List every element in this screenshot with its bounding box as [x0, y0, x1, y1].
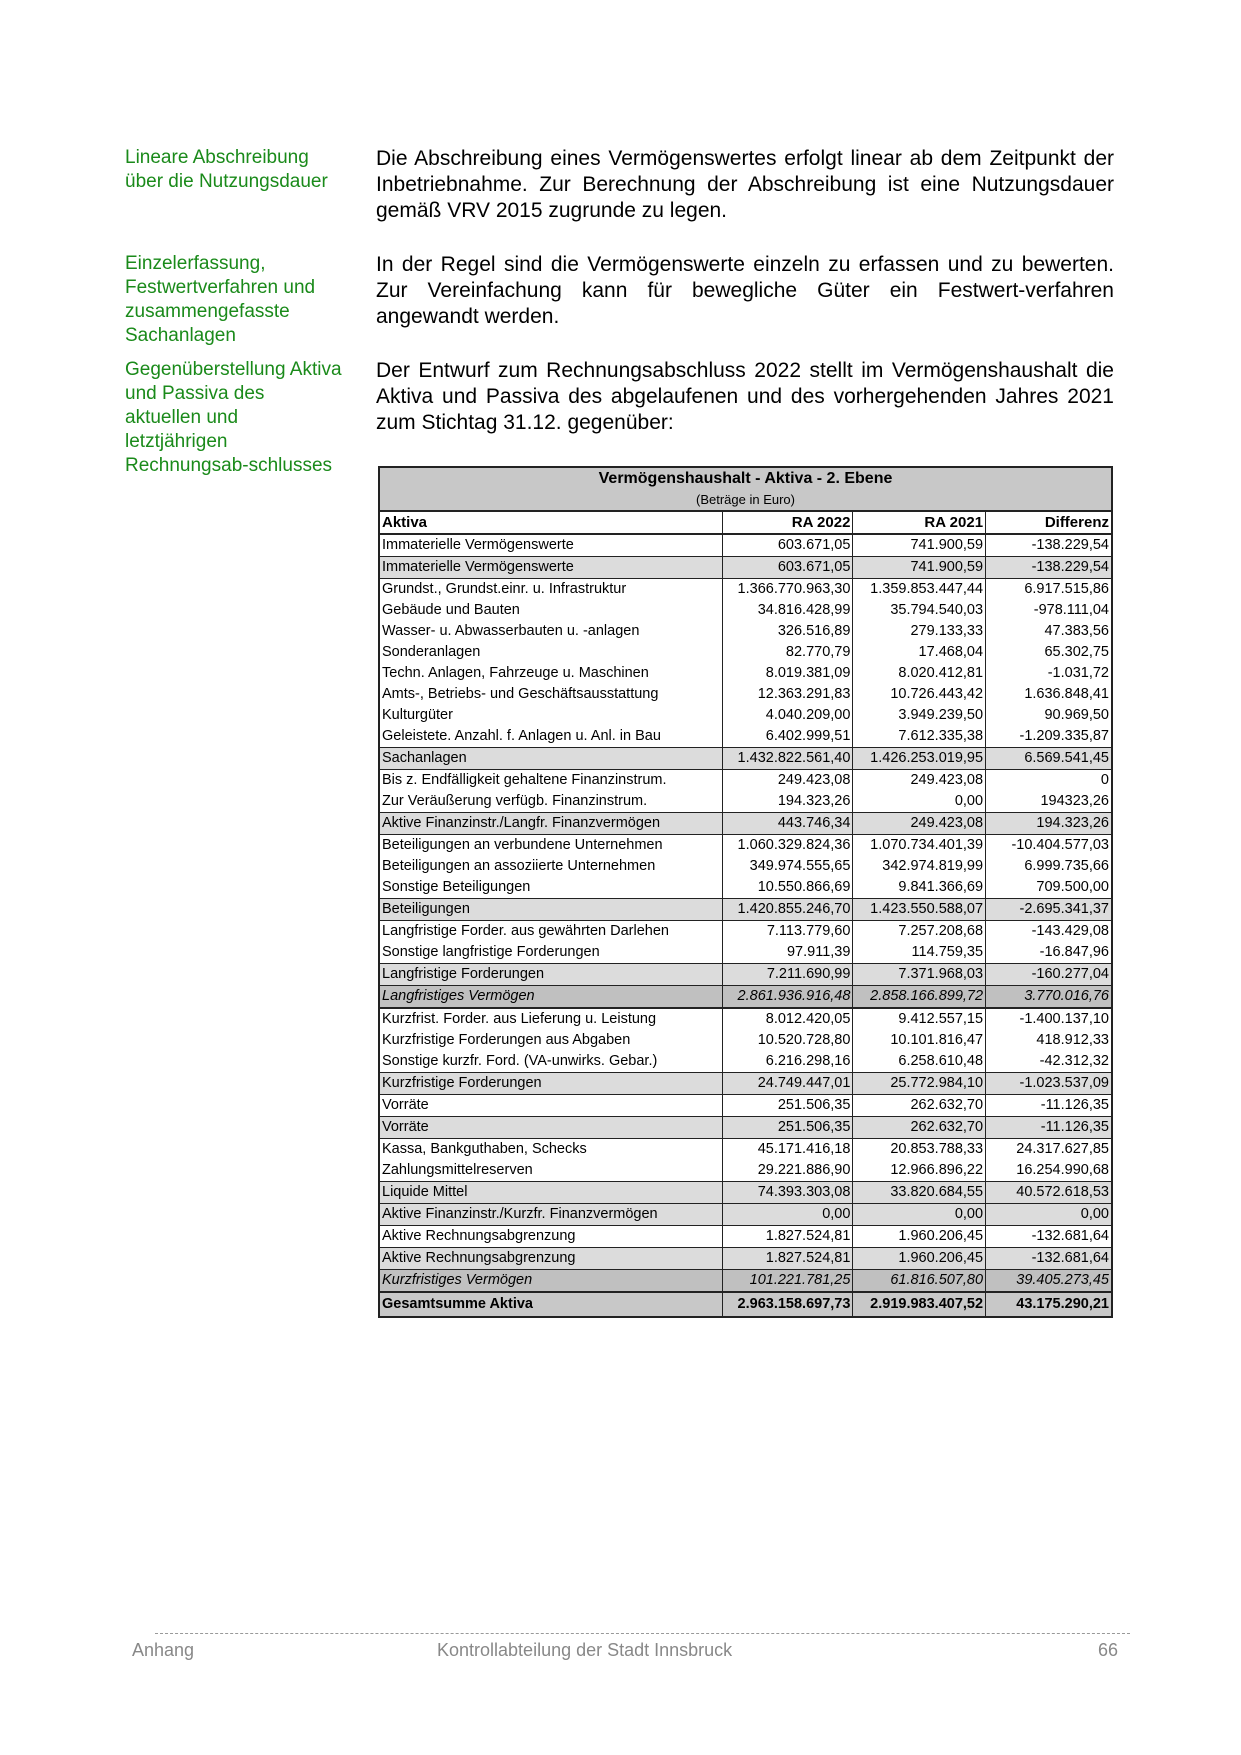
paragraph-valuation: In der Regel sind die Vermögenswerte einzeln zu erfassen und zu bewerten. Zur Vereinfachung kann für bewegliche Güter ein Festwert-verfahren angewandt werden. — [376, 253, 1114, 328]
row-label: Kurzfrist. Forder. aus Lieferung u. Leistung — [379, 1008, 722, 1030]
footer-organization: Kontrollabteilung der Stadt Innsbruck — [437, 1640, 733, 1660]
value-differenz: 16.254.990,68 — [986, 1160, 1112, 1182]
value-ra2021: 1.426.253.019,95 — [853, 748, 986, 770]
value-differenz: 709.500,00 — [986, 877, 1112, 899]
value-ra2022: 443.746,34 — [722, 813, 853, 835]
value-ra2021: 8.020.412,81 — [853, 663, 986, 684]
value-ra2021: 20.853.788,33 — [853, 1139, 986, 1161]
value-ra2021: 741.900,59 — [853, 557, 986, 579]
value-ra2021: 7.612.335,38 — [853, 726, 986, 748]
value-ra2022: 2.861.936.916,48 — [722, 986, 853, 1009]
value-ra2022: 7.113.779,60 — [722, 921, 853, 943]
row-label: Techn. Anlagen, Fahrzeuge u. Maschinen — [382, 665, 649, 681]
table-row — [379, 1008, 1112, 1030]
value-ra2022: 1.366.770.963,30 — [722, 579, 853, 601]
value-ra2021: 10.726.443,42 — [853, 684, 986, 705]
value-ra2021: 1.960.206,45 — [853, 1248, 986, 1270]
value-ra2022: 603.671,05 — [722, 534, 853, 557]
value-ra2021: 12.966.896,22 — [853, 1160, 986, 1182]
table-row — [379, 1292, 1112, 1317]
table-row — [379, 663, 1112, 684]
aktiva-table — [378, 466, 1113, 1318]
paragraph-comparison: Der Entwurf zum Rechnungsabschluss 2022 stellt im Vermögenshaushalt die Aktiva und Passiva des abgelaufenen und des vorhergehenden Jahres 2021 zum Stichtag 31.12. gegenüber: — [376, 359, 1114, 434]
value-ra2022: 97.911,39 — [722, 942, 853, 964]
table-row — [379, 748, 1112, 770]
row-label: Kurzfristige Forderungen — [379, 1073, 722, 1095]
row-label: Sonstige Beteiligungen — [382, 879, 531, 895]
table-row — [379, 600, 1112, 621]
value-ra2022: 603.671,05 — [722, 557, 853, 579]
value-differenz: 6.569.541,45 — [986, 748, 1112, 770]
value-ra2022: 34.816.428,99 — [722, 600, 853, 621]
value-differenz: 3.770.016,76 — [986, 986, 1112, 1009]
value-ra2021: 342.974.819,99 — [853, 856, 986, 877]
table-row — [379, 964, 1112, 986]
value-differenz: -138.229,54 — [986, 557, 1112, 579]
value-ra2022: 194.323,26 — [722, 791, 853, 813]
table-row — [379, 621, 1112, 642]
value-differenz: -11.126,35 — [986, 1095, 1112, 1117]
footer-divider — [155, 1633, 1130, 1634]
row-label: Aktive Rechnungsabgrenzung — [379, 1226, 722, 1248]
value-ra2021: 1.423.550.588,07 — [853, 899, 986, 921]
value-ra2022: 251.506,35 — [722, 1117, 853, 1139]
table-row — [379, 1248, 1112, 1270]
row-label: Langfristige Forder. aus gewährten Darlehen — [379, 921, 722, 943]
value-differenz: 194323,26 — [986, 791, 1112, 813]
row-label: Grundst., Grundst.einr. u. Infrastruktur — [379, 579, 722, 601]
row-label: Zur Veräußerung verfügb. Finanzinstrum. — [382, 793, 648, 809]
column-header-ra2022: RA 2022 — [722, 511, 853, 534]
value-differenz: -2.695.341,37 — [986, 899, 1112, 921]
value-ra2021: 1.070.734.401,39 — [853, 835, 986, 857]
value-differenz: -16.847,96 — [986, 942, 1112, 964]
table-row — [379, 899, 1112, 921]
value-ra2022: 4.040.209,00 — [722, 705, 853, 726]
table-row — [379, 1117, 1112, 1139]
table-row — [379, 1182, 1112, 1204]
table-row — [379, 986, 1112, 1009]
value-ra2021: 249.423,08 — [853, 770, 986, 792]
table-row — [379, 921, 1112, 943]
value-differenz: -160.277,04 — [986, 964, 1112, 986]
value-ra2022: 326.516,89 — [722, 621, 853, 642]
value-differenz: -978.111,04 — [986, 600, 1112, 621]
table-row — [379, 1051, 1112, 1073]
row-label: Amts-, Betriebs- und Geschäftsausstattung — [382, 686, 659, 702]
value-ra2022: 74.393.303,08 — [722, 1182, 853, 1204]
value-differenz: -42.312,32 — [986, 1051, 1112, 1073]
row-label: Kurzfristiges Vermögen — [379, 1270, 722, 1293]
row-label: Aktive Finanzinstr./Langfr. Finanzvermögen — [379, 813, 722, 835]
table-row — [379, 770, 1112, 792]
row-label: Liquide Mittel — [379, 1182, 722, 1204]
row-label: Wasser- u. Abwasserbauten u. -anlagen — [382, 623, 640, 639]
value-ra2022: 8.019.381,09 — [722, 663, 853, 684]
value-differenz: 6.999.735,66 — [986, 856, 1112, 877]
table-row — [379, 579, 1112, 601]
row-label: Vorräte — [379, 1095, 722, 1117]
value-ra2022: 82.770,79 — [722, 642, 853, 663]
value-differenz: -1.400.137,10 — [986, 1008, 1112, 1030]
value-ra2022: 101.221.781,25 — [722, 1270, 853, 1293]
value-differenz: 1.636.848,41 — [986, 684, 1112, 705]
table-row — [379, 534, 1112, 557]
table-row — [379, 1270, 1112, 1293]
row-label: Bis z. Endfälligkeit gehaltene Finanzinstrum. — [379, 770, 722, 792]
paragraph-depreciation: Die Abschreibung eines Vermögenswertes erfolgt linear ab dem Zeitpunkt der Inbetriebnahme. Zur Berechnung der Abschreibung ist eine Nutzungsdauer gemäß VRV 2015 zugrunde zu legen. — [376, 147, 1114, 222]
table-row — [379, 684, 1112, 705]
value-ra2021: 249.423,08 — [853, 813, 986, 835]
table-row — [379, 877, 1112, 899]
table-subtitle: (Beträge in Euro) — [379, 489, 1112, 511]
value-differenz: 40.572.618,53 — [986, 1182, 1112, 1204]
value-differenz: -132.681,64 — [986, 1248, 1112, 1270]
row-label: Langfristige Forderungen — [379, 964, 722, 986]
value-differenz: 65.302,75 — [986, 642, 1112, 663]
value-ra2022: 6.402.999,51 — [722, 726, 853, 748]
value-ra2021: 262.632,70 — [853, 1095, 986, 1117]
margin-note-linear-depreciation: Lineare Abschreibung über die Nutzungsdauer — [125, 147, 328, 192]
value-ra2021: 35.794.540,03 — [853, 600, 986, 621]
value-ra2021: 279.133,33 — [853, 621, 986, 642]
table-row — [379, 835, 1112, 857]
row-label: Gesamtsumme Aktiva — [379, 1292, 722, 1317]
column-header-ra2021: RA 2021 — [853, 511, 986, 534]
value-ra2021: 10.101.816,47 — [853, 1030, 986, 1051]
column-header-differenz: Differenz — [986, 511, 1112, 534]
value-differenz: 47.383,56 — [986, 621, 1112, 642]
row-label: Beteiligungen an assoziierte Unternehmen — [382, 858, 656, 874]
table-row — [379, 791, 1112, 813]
value-ra2022: 349.974.555,65 — [722, 856, 853, 877]
value-differenz: -1.023.537,09 — [986, 1073, 1112, 1095]
footer-section: Anhang — [132, 1640, 195, 1660]
value-differenz: 6.917.515,86 — [986, 579, 1112, 601]
value-ra2022: 1.420.855.246,70 — [722, 899, 853, 921]
margin-note-assets-liabilities-comparison: Gegenüberstellung Aktiva und Passiva des aktuellen und letztjährigen Rechnungsab-schlusses — [125, 359, 342, 476]
table-row — [379, 1030, 1112, 1051]
value-differenz: -132.681,64 — [986, 1226, 1112, 1248]
row-label: Sonstige langfristige Forderungen — [382, 944, 600, 960]
value-ra2022: 10.550.866,69 — [722, 877, 853, 899]
row-label: Sonderanlagen — [382, 644, 481, 660]
value-ra2021: 9.841.366,69 — [853, 877, 986, 899]
margin-note-individual-recording: Einzelerfassung, Festwertverfahren und zusammengefasste Sachanlagen — [125, 253, 316, 346]
value-ra2022: 7.211.690,99 — [722, 964, 853, 986]
value-ra2021: 25.772.984,10 — [853, 1073, 986, 1095]
value-ra2021: 741.900,59 — [853, 534, 986, 557]
value-ra2022: 10.520.728,80 — [722, 1030, 853, 1051]
row-label: Vorräte — [379, 1117, 722, 1139]
value-differenz: 24.317.627,85 — [986, 1139, 1112, 1161]
row-label: Langfristiges Vermögen — [379, 986, 722, 1009]
value-ra2021: 2.919.983.407,52 — [853, 1292, 986, 1317]
value-ra2022: 1.060.329.824,36 — [722, 835, 853, 857]
table-row — [379, 1095, 1112, 1117]
value-ra2022: 2.963.158.697,73 — [722, 1292, 853, 1317]
row-label: Sonstige kurzfr. Ford. (VA-unwirks. Gebar.) — [382, 1053, 658, 1069]
table-row — [379, 642, 1112, 663]
value-ra2021: 9.412.557,15 — [853, 1008, 986, 1030]
value-ra2021: 114.759,35 — [853, 942, 986, 964]
table-row — [379, 1139, 1112, 1161]
column-header-aktiva: Aktiva — [379, 511, 722, 534]
value-differenz: 418.912,33 — [986, 1030, 1112, 1051]
value-ra2022: 1.827.524,81 — [722, 1248, 853, 1270]
value-ra2021: 7.371.968,03 — [853, 964, 986, 986]
value-ra2021: 17.468,04 — [853, 642, 986, 663]
value-differenz: -10.404.577,03 — [986, 835, 1112, 857]
table-row — [379, 705, 1112, 726]
value-ra2022: 251.506,35 — [722, 1095, 853, 1117]
value-ra2022: 24.749.447,01 — [722, 1073, 853, 1095]
value-differenz: -143.429,08 — [986, 921, 1112, 943]
row-label: Geleistete. Anzahl. f. Anlagen u. Anl. in Bau — [382, 728, 661, 744]
table-row — [379, 1226, 1112, 1248]
table-row — [379, 856, 1112, 877]
value-differenz: 43.175.290,21 — [986, 1292, 1112, 1317]
value-ra2022: 1.432.822.561,40 — [722, 748, 853, 770]
value-ra2021: 0,00 — [853, 1204, 986, 1226]
table-row — [379, 557, 1112, 579]
value-differenz: -1.031,72 — [986, 663, 1112, 684]
row-label: Immaterielle Vermögenswerte — [379, 557, 722, 579]
value-ra2021: 2.858.166.899,72 — [853, 986, 986, 1009]
row-label: Kurzfristige Forderungen aus Abgaben — [382, 1032, 631, 1048]
row-label: Beteiligungen an verbundene Unternehmen — [379, 835, 722, 857]
value-ra2022: 1.827.524,81 — [722, 1226, 853, 1248]
value-ra2021: 0,00 — [853, 791, 986, 813]
value-ra2022: 0,00 — [722, 1204, 853, 1226]
table-row — [379, 726, 1112, 748]
table-row — [379, 942, 1112, 964]
row-label: Aktive Rechnungsabgrenzung — [379, 1248, 722, 1270]
value-differenz: 90.969,50 — [986, 705, 1112, 726]
value-ra2021: 7.257.208,68 — [853, 921, 986, 943]
value-ra2022: 8.012.420,05 — [722, 1008, 853, 1030]
table-row — [379, 1073, 1112, 1095]
row-label: Aktive Finanzinstr./Kurzfr. Finanzvermögen — [379, 1204, 722, 1226]
value-ra2022: 45.171.416,18 — [722, 1139, 853, 1161]
value-ra2022: 12.363.291,83 — [722, 684, 853, 705]
value-ra2021: 61.816.507,80 — [853, 1270, 986, 1293]
table-row — [379, 1160, 1112, 1182]
row-label: Sachanlagen — [379, 748, 722, 770]
row-label: Immaterielle Vermögenswerte — [382, 537, 574, 553]
table-title: Vermögenshaushalt - Aktiva - 2. Ebene — [379, 467, 1112, 489]
value-ra2021: 6.258.610,48 — [853, 1051, 986, 1073]
table-row — [379, 1204, 1112, 1226]
value-ra2022: 29.221.886,90 — [722, 1160, 853, 1182]
row-label: Kassa, Bankguthaben, Schecks — [379, 1139, 722, 1161]
value-differenz: -11.126,35 — [986, 1117, 1112, 1139]
value-differenz: -1.209.335,87 — [986, 726, 1112, 748]
value-differenz: -138.229,54 — [986, 534, 1112, 557]
row-label: Zahlungsmittelreserven — [382, 1162, 533, 1178]
row-label: Gebäude und Bauten — [382, 602, 520, 618]
row-label: Beteiligungen — [379, 899, 722, 921]
page-number: 66 — [1098, 1640, 1119, 1660]
value-differenz: 0 — [986, 770, 1112, 792]
value-differenz: 194.323,26 — [986, 813, 1112, 835]
value-ra2022: 249.423,08 — [722, 770, 853, 792]
value-ra2021: 33.820.684,55 — [853, 1182, 986, 1204]
value-ra2021: 1.359.853.447,44 — [853, 579, 986, 601]
value-ra2021: 262.632,70 — [853, 1117, 986, 1139]
value-differenz: 0,00 — [986, 1204, 1112, 1226]
table-body — [379, 534, 1112, 1317]
value-differenz: 39.405.273,45 — [986, 1270, 1112, 1293]
row-label: Kulturgüter — [382, 707, 453, 723]
value-ra2021: 3.949.239,50 — [853, 705, 986, 726]
value-ra2022: 6.216.298,16 — [722, 1051, 853, 1073]
table-row — [379, 813, 1112, 835]
value-ra2021: 1.960.206,45 — [853, 1226, 986, 1248]
